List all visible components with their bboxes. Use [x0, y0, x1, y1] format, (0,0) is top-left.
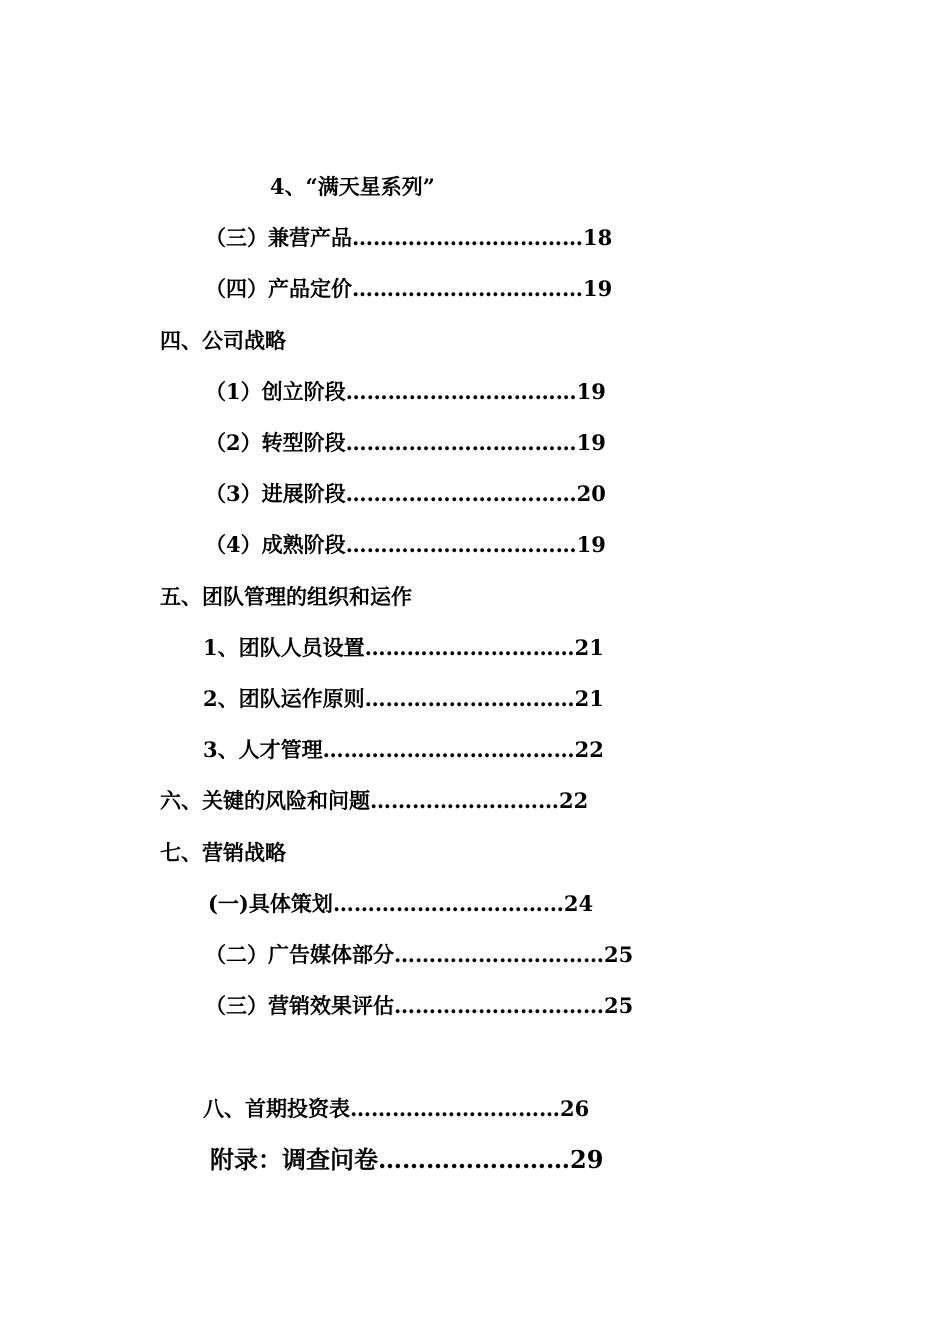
- toc-entry: （3）进展阶段……………………………20: [205, 481, 606, 506]
- toc-appendix: 附录：调查问卷……………………29: [210, 1145, 604, 1174]
- toc-entry: （三）营销效果评估…………………………25: [205, 993, 634, 1018]
- toc-section-heading: 八、首期投资表…………………………26: [203, 1096, 590, 1121]
- toc-entry: （四）产品定价……………………………19: [205, 276, 613, 301]
- toc-entry: 3、人才管理………………………………22: [203, 737, 604, 762]
- toc-section-heading: 四、公司战略: [160, 328, 286, 353]
- toc-entry: （1）创立阶段……………………………19: [205, 379, 606, 404]
- toc-entry: （2）转型阶段……………………………19: [205, 430, 606, 455]
- toc-entry: (一)具体策划……………………………24: [208, 891, 594, 916]
- toc-entry: 1、团队人员设置…………………………21: [203, 635, 604, 660]
- toc-section-heading: 七、营销战略: [160, 840, 286, 865]
- toc-section-heading: 六、关键的风险和问题………………………22: [160, 788, 589, 813]
- toc-entry: （4）成熟阶段……………………………19: [205, 532, 606, 557]
- toc-entry: 2、团队运作原则…………………………21: [203, 686, 604, 711]
- toc-section-heading: 五、团队管理的组织和运作: [160, 584, 412, 609]
- toc-entry: （二）广告媒体部分…………………………25: [205, 942, 634, 967]
- toc-entry: （三）兼营产品……………………………18: [205, 225, 613, 250]
- toc-entry: 4、“满天星系列”: [270, 174, 435, 199]
